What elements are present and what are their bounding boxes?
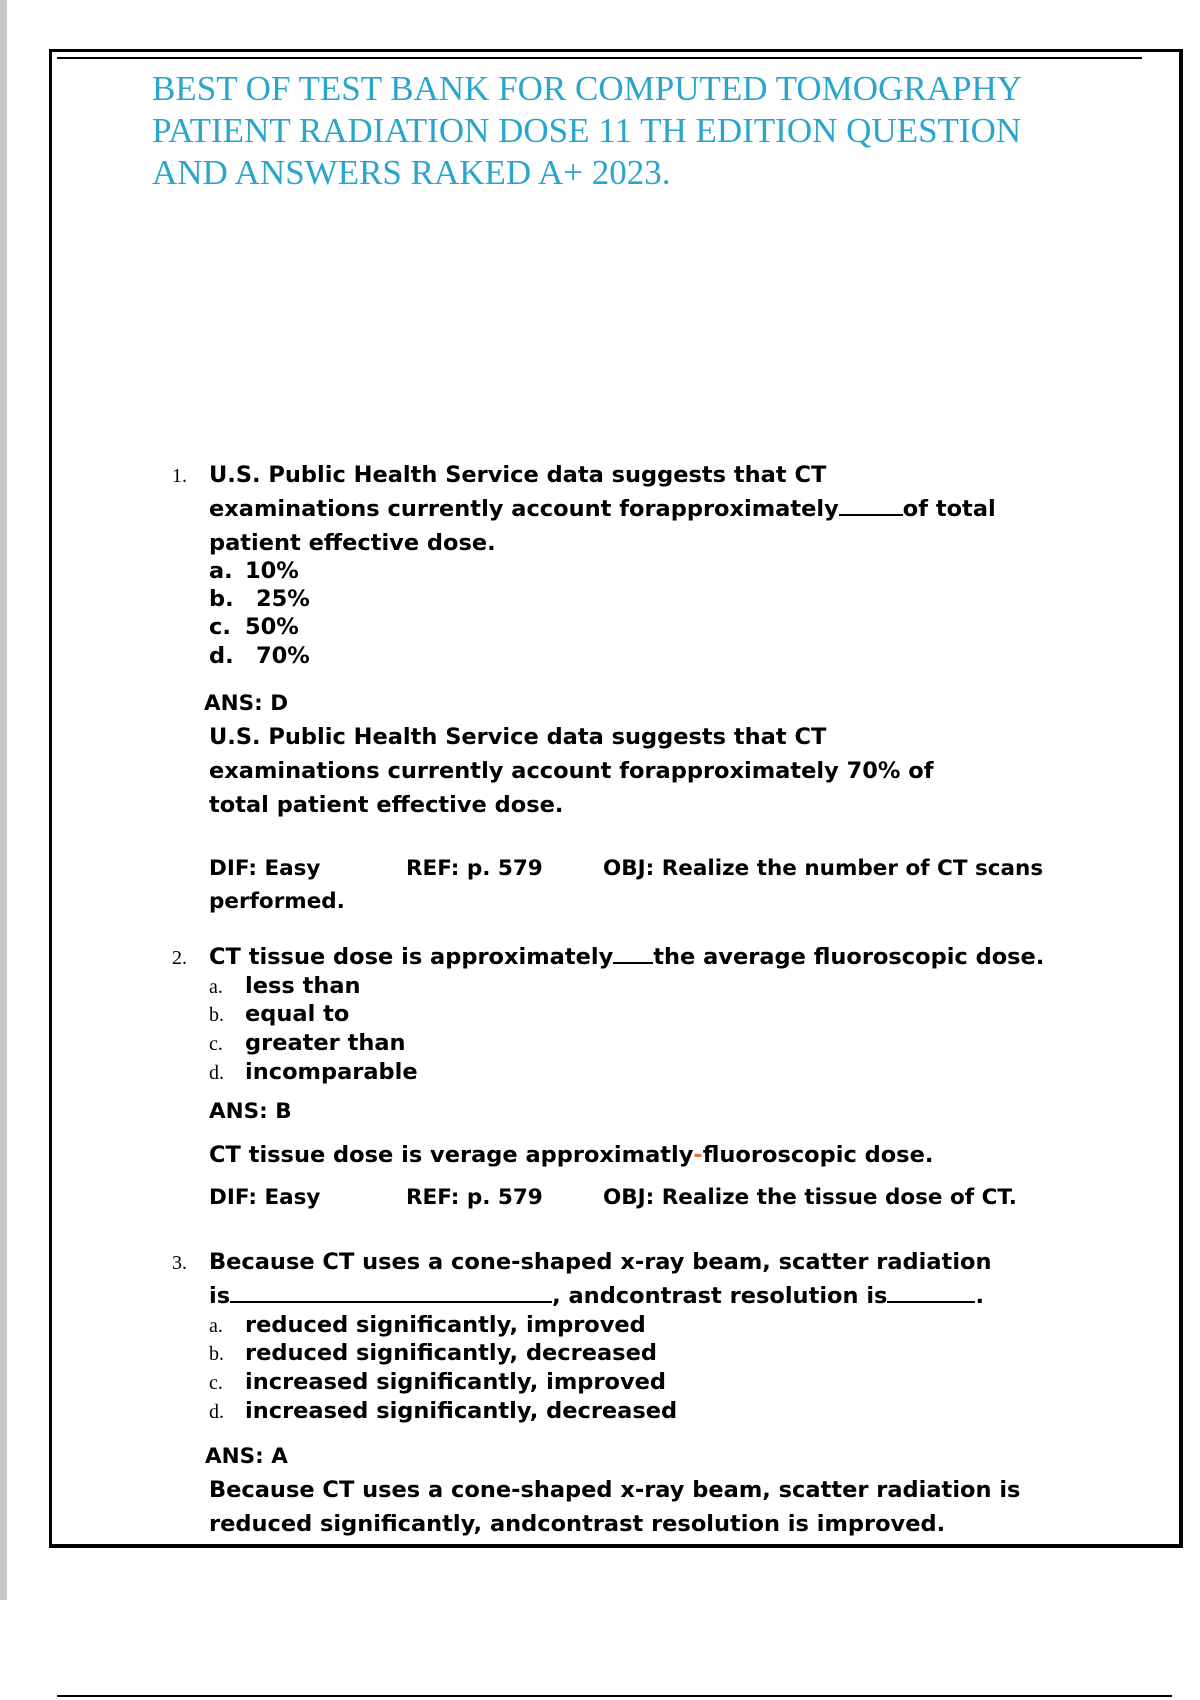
option-b bbox=[209, 1001, 349, 1027]
stem-text: , andcontrast resolution is bbox=[552, 1283, 888, 1309]
option-text: equal to bbox=[245, 1001, 350, 1027]
header-rule bbox=[57, 57, 1142, 59]
question-number: 2. bbox=[172, 947, 187, 969]
option-c bbox=[209, 1030, 406, 1056]
question-number: 3. bbox=[172, 1252, 187, 1274]
stem-text: examinations currently account forapproximately bbox=[209, 496, 839, 522]
option-text: reduced significantly, improved bbox=[245, 1312, 646, 1338]
question-stem-line: patient effective dose. bbox=[209, 530, 496, 556]
objective: OBJ: Realize the number of CT scans bbox=[603, 856, 1044, 881]
rationale-line: U.S. Public Health Service data suggests that CT bbox=[209, 724, 827, 750]
stem-text: the average fluoroscopic dose. bbox=[653, 944, 1045, 970]
option-b bbox=[209, 1340, 657, 1366]
option-a bbox=[209, 558, 299, 584]
objective: OBJ: Realize the tissue dose of CT. bbox=[603, 1185, 1017, 1210]
question-stem-line: U.S. Public Health Service data suggests that CT bbox=[209, 462, 827, 488]
question-stem-line bbox=[209, 496, 996, 522]
title-line-1: BEST OF TEST BANK FOR COMPUTED TOMOGRAPHY bbox=[152, 69, 1022, 108]
option-text: 50% bbox=[245, 614, 299, 640]
option-letter: a. bbox=[209, 1315, 223, 1337]
option-text: increased significantly, improved bbox=[245, 1369, 666, 1395]
option-text: increased significantly, decreased bbox=[245, 1398, 678, 1424]
rationale-text: CT tissue dose is verage approximatly bbox=[209, 1142, 694, 1168]
rationale-line: reduced significantly, andcontrast resolution is improved. bbox=[209, 1511, 946, 1537]
option-c bbox=[209, 1369, 666, 1395]
stem-text: of total bbox=[902, 496, 996, 522]
orange-dot: - bbox=[693, 1142, 703, 1168]
option-d bbox=[209, 643, 310, 669]
option-c bbox=[209, 614, 299, 640]
answer-key: ANS: B bbox=[209, 1099, 292, 1124]
option-text: reduced significantly, decreased bbox=[245, 1340, 657, 1366]
option-text: 25% bbox=[256, 586, 310, 612]
option-letter: d. bbox=[209, 1401, 224, 1423]
option-text: 10% bbox=[245, 558, 299, 584]
option-letter: c. bbox=[209, 1033, 223, 1055]
option-d bbox=[209, 1059, 418, 1085]
answer-blank bbox=[613, 961, 653, 964]
option-letter: b. bbox=[209, 586, 234, 612]
title-line-3: AND ANSWERS RAKED A+ 2023. bbox=[152, 153, 671, 192]
stem-text: CT tissue dose is approximately bbox=[209, 944, 614, 970]
question-stem-line bbox=[209, 1283, 984, 1309]
difficulty: DIF: Easy bbox=[209, 1185, 321, 1210]
option-letter: d. bbox=[209, 1062, 224, 1084]
title-line-2: PATIENT RADIATION DOSE 11 TH EDITION QUESTION bbox=[152, 111, 1022, 150]
stem-text: . bbox=[975, 1283, 985, 1309]
page-edge-shadow bbox=[0, 0, 7, 1600]
option-text: 70% bbox=[256, 643, 310, 669]
option-letter: a. bbox=[209, 558, 233, 584]
footer-rule bbox=[57, 1695, 1172, 1697]
question-number: 1. bbox=[172, 465, 187, 487]
page-reference: REF: p. 579 bbox=[406, 1185, 543, 1210]
option-letter: b. bbox=[209, 1343, 224, 1365]
option-letter: c. bbox=[209, 614, 231, 640]
rationale-line bbox=[209, 1142, 933, 1168]
answer-key: ANS: A bbox=[205, 1444, 288, 1469]
option-text: less than bbox=[245, 973, 361, 999]
option-b bbox=[209, 586, 310, 612]
answer-key: ANS: D bbox=[204, 691, 289, 716]
document-title bbox=[152, 68, 1112, 194]
question-stem-line bbox=[209, 944, 1044, 970]
answer-blank bbox=[230, 1300, 552, 1303]
option-text: incomparable bbox=[245, 1059, 418, 1085]
option-letter: a. bbox=[209, 976, 223, 998]
option-letter: b. bbox=[209, 1004, 224, 1026]
rationale-line: examinations currently account forapproximately 70% of bbox=[209, 758, 934, 784]
option-letter: d. bbox=[209, 643, 234, 669]
page-reference: REF: p. 579 bbox=[406, 856, 543, 881]
rationale-line: total patient effective dose. bbox=[209, 792, 564, 818]
answer-blank bbox=[839, 513, 903, 516]
option-d bbox=[209, 1398, 677, 1424]
question-stem-line: Because CT uses a cone-shaped x-ray beam, scatter radiation bbox=[209, 1249, 992, 1275]
answer-blank bbox=[887, 1300, 975, 1303]
rationale-line: Because CT uses a cone-shaped x-ray beam, scatter radiation is bbox=[209, 1477, 1021, 1503]
option-letter: c. bbox=[209, 1372, 223, 1394]
objective-continued: performed. bbox=[209, 889, 345, 914]
rationale-text: fluoroscopic dose. bbox=[702, 1142, 934, 1168]
option-text: greater than bbox=[245, 1030, 406, 1056]
difficulty: DIF: Easy bbox=[209, 856, 321, 881]
option-a bbox=[209, 973, 361, 999]
option-a bbox=[209, 1312, 646, 1338]
stem-text: is bbox=[209, 1283, 231, 1309]
